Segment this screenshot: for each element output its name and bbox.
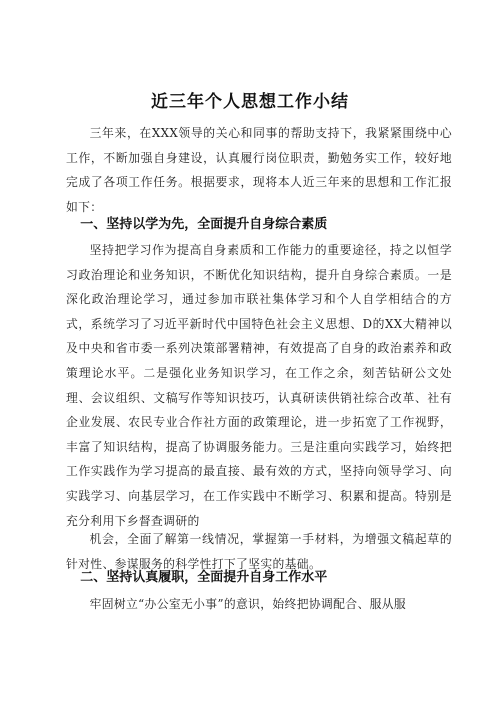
section-2-heading: 二、坚持认真履职，全面提升自身工作水平 [80,570,328,585]
section-1-paragraph-2: 机会，全面了解第一线情况，掌握第一手材料，为增强文稿起草的针对性、参谋服务的科学性打下了坚实的基础。 [66,532,452,571]
intro-paragraph: 三年来，在XXX领导的关心和同事的帮助支持下，我紧紧围绕中心工作，不断加强自身建设，认真履行岗位职责，勤勉务实工作，较好地完成了各项工作任务。根据要求，现将本人近三年来的思想和工作汇报如下： [66,126,452,214]
document-title: 近三年个人思想工作小结 [151,92,349,112]
section-1-heading: 一、坚持以学为先，全面提升自身综合素质 [80,217,328,232]
section-1-paragraph-1: 坚持把学习作为提高自身素质和工作能力的重要途径，持之以恒学习政治理论和业务知识，不断优化知识结构，提升自身综合素质。一是深化政治理论学习，通过参加市联社集体学习和个人自学相结合的方式，系统学习了习近平新时代中国特色社会主义思想、D的XX大精神以及中央和省市委一系列决策部署精神，有效提高了自身的政治素养和政策理论水平。二是强化业务知识学习，在工作之余，刻苦钻研公文处理、会议组织、文稿写作等知识技巧，认真研读供销社综合改革、社有企业发展、农民专业合作社方面的政策理论，进一步拓宽了工作视野，丰富了知识结构，提高了协调服务能力。三是注重向实践学习，始终把工作实践作为学习提高的最直接、最有效的方式，坚持向领导学习、向实践学习、向基层学习，在工作实践中不断学习、积累和提高。特别是充分利用下乡督查调研的 [66,243,452,528]
section-2-paragraph-1: 牢固树立“办公室无小事”的意识，始终把协调配合、服从服 [89,597,407,611]
